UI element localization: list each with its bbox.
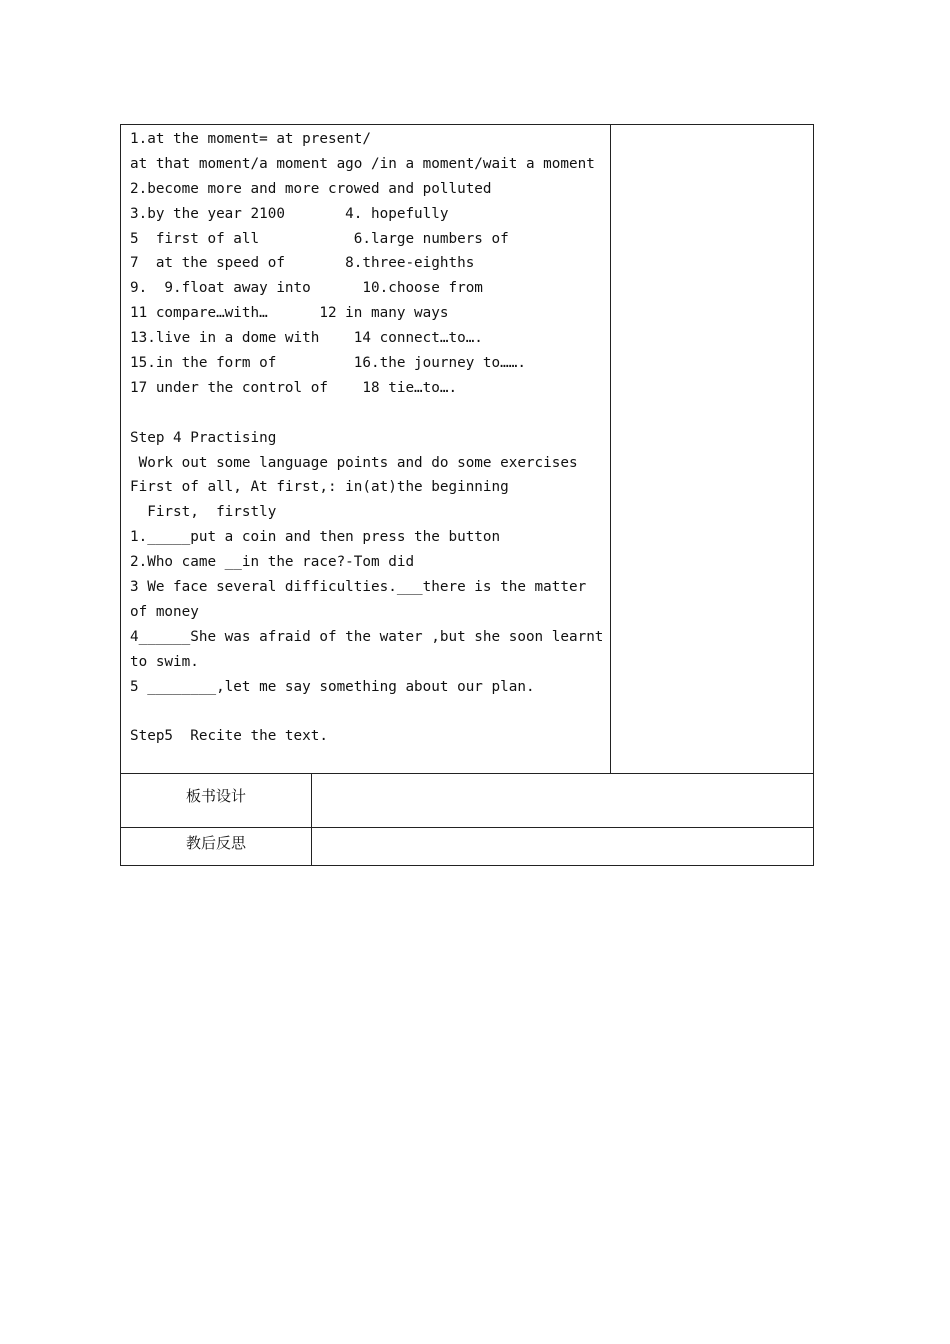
exercise-line: 1._____put a coin and then press the button	[130, 529, 501, 546]
content-line: 2.become more and more crowed and polluted	[130, 180, 492, 197]
column-divider	[610, 125, 611, 773]
exercise-line: to swim.	[130, 653, 199, 670]
reflection-label: 教后反思	[185, 834, 246, 852]
content-line: 9. 9.float away into 10.choose from	[130, 280, 483, 297]
exercise-line: 5 ________,let me say something about our plan.	[130, 678, 535, 695]
label-column-divider	[311, 773, 312, 865]
content-line: 3.by the year 2100 4. hopefully	[130, 205, 449, 222]
content-line: 11 compare…with… 12 in many ways	[130, 305, 449, 322]
reflection-row	[121, 828, 813, 865]
board-design-label: 板书设计	[185, 787, 246, 805]
content-line: First of all, At first,: in(at)the beginning	[130, 479, 509, 496]
content-line: 13.live in a dome with 14 connect…to….	[130, 330, 483, 347]
content-line: Work out some language points and do some exercises	[130, 454, 578, 471]
content-line: 15.in the form of 16.the journey to…….	[130, 355, 526, 372]
lesson-content	[130, 127, 606, 749]
content-line: 1.at the moment= at present/	[130, 131, 372, 147]
content-line: at that moment/a moment ago /in a moment/wait a moment	[130, 155, 595, 172]
content-line: 17 under the control of 18 tie…to….	[130, 379, 458, 396]
content-line: 7 at the speed of 8.three-eighths	[130, 255, 475, 272]
exercise-line: 2.Who came __in the race?-Tom did	[130, 554, 415, 571]
content-line: 5 first of all 6.large numbers of	[130, 230, 509, 247]
step-heading: Step 4 Practising	[130, 429, 277, 446]
exercise-line: 3 We face several difficulties.___there is the matter	[130, 579, 587, 596]
exercise-line: of money	[130, 603, 199, 620]
content-line: First, firstly	[130, 504, 277, 521]
content-line	[130, 401, 606, 426]
board-design-row	[121, 773, 813, 828]
exercise-line: 4______She was afraid of the water ,but she soon learnt	[130, 628, 604, 645]
lesson-content-cell	[121, 125, 813, 774]
step-heading: Step5 Recite the text.	[130, 728, 328, 745]
lesson-plan-table	[120, 124, 814, 866]
content-line	[130, 699, 606, 724]
